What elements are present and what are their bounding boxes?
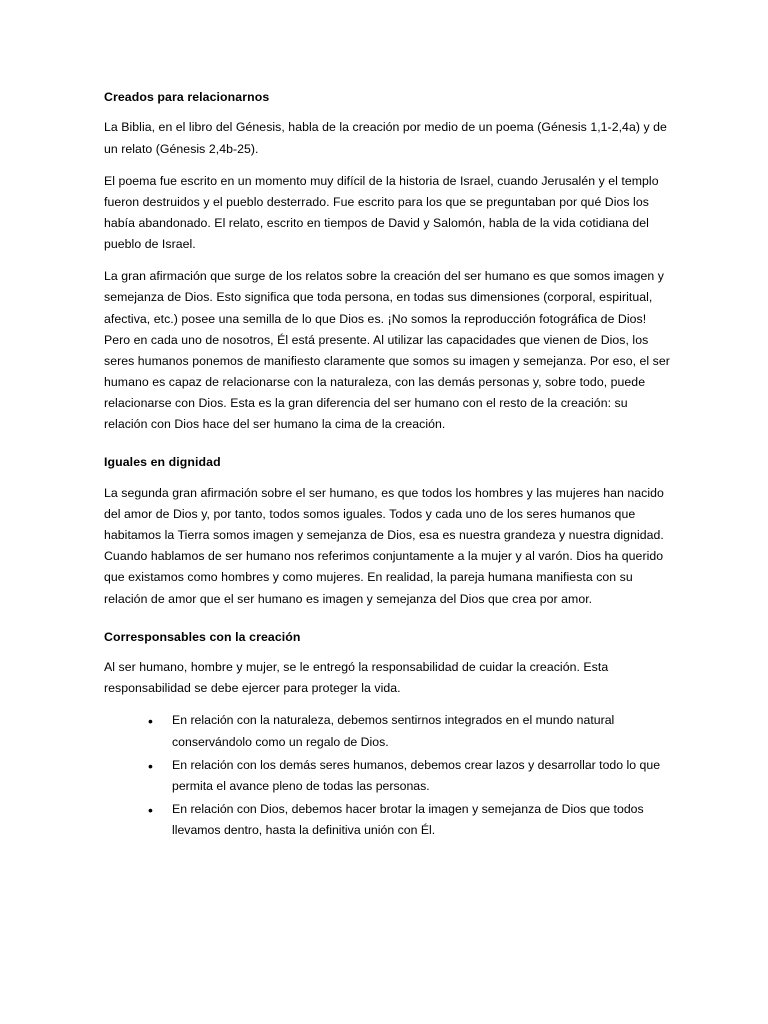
- paragraph-imagen-y-semejanza: La gran afirmación que surge de los relatos sobre la creación del ser humano es que somos imagen y semejanza de Dios. Esto significa que toda persona, en todas sus dimensiones (corporal, espiritual, afectiva, etc.) posee una semilla de lo que Dios es. ¡No somos la reproducción fotográfica de Dios! Pero en cada uno de nosotros, Él está presente. Al utilizar las capacidades que vienen de Dios, los seres humanos ponemos de manifiesto claramente que somos su imagen y semejanza. Por eso, el ser humano es capaz de relacionarse con la naturaleza, con las demás personas y, sobre todo, puede relacionarse con Dios. Esta es la gran diferencia del ser humano con el resto de la creación: su relación con Dios hace del ser humano la cima de la creación.: [104, 269, 670, 432]
- list-item: • En relación con los demás seres humanos, debemos crear lazos y desarrollar todo lo que permita el avance pleno de todas las personas.: [148, 755, 672, 797]
- bullet-list-relaciones: [104, 710, 672, 841]
- document-body: [104, 88, 672, 841]
- section-heading-iguales-en-dignidad: Iguales en dignidad: [104, 455, 221, 470]
- paragraph-biblia-genesis: La Biblia, en el libro del Génesis, habla de la creación por medio de un poema (Génesis 1,1-2,4a) y de un relato (Génesis 2,4b-25).: [104, 120, 667, 156]
- section-heading-creados-para-relacionarnos: Creados para relacionarnos: [104, 90, 270, 104]
- paragraph-poema-historia-israel: El poema fue escrito en un momento muy difícil de la historia de Israel, cuando Jerusalén y el templo fueron destruidos y el pueblo desterrado. Fue escrito para los que se preguntaban por qué Dios los había abandonado. El relato, escrito en tiempos de David y Salomón, habla de la vida cotidiana del pueblo de Israel.: [104, 173, 659, 252]
- paragraph-responsabilidad-cuidar-creacion: Al ser humano, hombre y mujer, se le entregó la responsabilidad de cuidar la creación. Esta responsabilidad se debe ejercer para proteger la vida.: [104, 660, 609, 696]
- list-item: • En relación con la naturaleza, debemos sentirnos integrados en el mundo natural conservándolo como un regalo de Dios.: [148, 710, 672, 752]
- section-heading-corresponsables-con-la-creacion: Corresponsables con la creación: [104, 629, 301, 644]
- paragraph-segunda-afirmacion: La segunda gran afirmación sobre el ser humano, es que todos los hombres y las mujeres han nacido del amor de Dios y, por tanto, todos somos iguales. Todos y cada uno de los seres humanos que habitamos la Tierra somos imagen y semejanza de Dios, esa es nuestra grandeza y nuestra dignidad. Cuando hablamos de ser humano nos referimos conjuntamente a la mujer y al varón. Dios ha querido que existamos como hombres y como mujeres. En realidad, la pareja humana manifiesta con su relación de amor que el ser humano es imagen y semejanza del Dios que crea por amor.: [104, 485, 664, 606]
- list-item: • En relación con Dios, debemos hacer brotar la imagen y semejanza de Dios que todos llevamos dentro, hasta la definitiva unión con Él.: [148, 799, 672, 841]
